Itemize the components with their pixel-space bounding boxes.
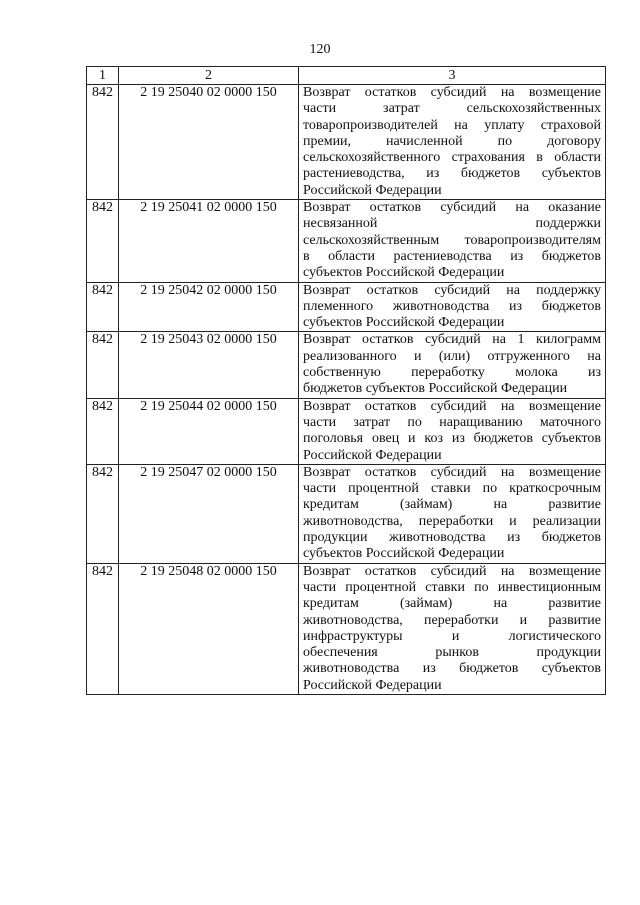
description-line: животноводства из бюджетов субъектов <box>303 661 601 677</box>
description-line: в области растениеводства из бюджетов <box>303 248 601 264</box>
budget-code-cell: 2 19 25048 02 0000 150 <box>119 563 299 694</box>
description-line: Возврат остатков субсидий на возмещение <box>303 464 601 480</box>
page-number: 120 <box>309 42 331 57</box>
budget-code-cell: 2 19 25047 02 0000 150 <box>119 464 299 563</box>
description-line: животноводства, переработки и реализации <box>303 513 601 529</box>
description-line: племенного животноводства из бюджетов <box>303 298 601 314</box>
description-line: обеспечения рынков продукции <box>303 645 601 661</box>
admin-code-cell: 842 <box>87 398 119 464</box>
description-line: Возврат остатков субсидий на возмещение <box>303 398 601 414</box>
description-line: продукции животноводства из бюджетов <box>303 530 601 546</box>
description-line: сельскохозяйственного страхования в области <box>303 150 601 166</box>
description-line: Возврат остатков субсидий на возмещение <box>303 563 601 579</box>
admin-code-cell: 842 <box>87 282 119 332</box>
description-line: бюджетов субъектов Российской Федерации <box>303 381 568 397</box>
description-line: реализованного и (или) отгруженного на <box>303 348 601 364</box>
budget-code-cell: 2 19 25044 02 0000 150 <box>119 398 299 464</box>
description-cell <box>299 332 606 398</box>
description-line: субъектов Российской Федерации <box>303 315 505 331</box>
description-line: сельскохозяйственным товаропроизводителям <box>303 232 601 248</box>
description-line: части процентной ставки по инвестиционным <box>303 579 601 595</box>
budget-code-cell: 2 19 25042 02 0000 150 <box>119 282 299 332</box>
table-row <box>87 464 606 563</box>
budget-code-cell: 2 19 25041 02 0000 150 <box>119 200 299 282</box>
description-cell <box>299 563 606 694</box>
description-line: собственную переработку молока из <box>303 365 601 381</box>
description-line: инфраструктуры и логистического <box>303 628 601 644</box>
description-cell <box>299 85 606 200</box>
column-header-1: 1 <box>87 67 119 85</box>
description-line: премии, начисленной по договору <box>303 133 601 149</box>
table-row <box>87 332 606 398</box>
table-row <box>87 282 606 332</box>
budget-code-cell: 2 19 25040 02 0000 150 <box>119 85 299 200</box>
description-line: кредитам (займам) на развитие <box>303 596 601 612</box>
description-line: поголовья овец и коз из бюджетов субъектов <box>303 431 601 447</box>
admin-code-cell: 842 <box>87 200 119 282</box>
admin-code-cell: 842 <box>87 85 119 200</box>
description-line: кредитам (займам) на развитие <box>303 497 601 513</box>
admin-code-cell: 842 <box>87 464 119 563</box>
description-line: животноводства, переработки и развитие <box>303 612 601 628</box>
budget-classification-table <box>86 66 606 695</box>
description-line: Возврат остатков субсидий на оказание <box>303 200 601 216</box>
column-header-2: 2 <box>119 67 299 85</box>
description-line: Возврат остатков субсидий на возмещение <box>303 85 601 100</box>
column-header-3: 3 <box>299 67 606 85</box>
admin-code-cell: 842 <box>87 563 119 694</box>
admin-code-cell: 842 <box>87 332 119 398</box>
description-line: части процентной ставки по краткосрочным <box>303 481 601 497</box>
description-cell <box>299 282 606 332</box>
description-line: Российской Федерации <box>303 677 442 693</box>
description-line: Российской Федерации <box>303 182 442 198</box>
description-line: несвязанной поддержки <box>303 216 601 232</box>
table-row <box>87 200 606 282</box>
description-line: Возврат остатков субсидий на поддержку <box>303 282 601 298</box>
description-line: части затрат сельскохозяйственных <box>303 101 601 117</box>
description-cell <box>299 398 606 464</box>
budget-code-cell: 2 19 25043 02 0000 150 <box>119 332 299 398</box>
description-line: части затрат по наращиванию маточного <box>303 414 601 430</box>
table-row <box>87 85 606 200</box>
table-body <box>87 85 606 695</box>
description-cell <box>299 200 606 282</box>
description-line: Возврат остатков субсидий на 1 килограмм <box>303 332 601 348</box>
description-line: субъектов Российской Федерации <box>303 265 505 281</box>
description-line: Российской Федерации <box>303 447 442 463</box>
description-cell <box>299 464 606 563</box>
description-line: товаропроизводителей на уплату страховой <box>303 117 601 133</box>
description-line: субъектов Российской Федерации <box>303 546 505 562</box>
description-line: растениеводства, из бюджетов субъектов <box>303 166 601 182</box>
table-row <box>87 563 606 694</box>
table-header-row <box>87 67 606 85</box>
table-row <box>87 398 606 464</box>
